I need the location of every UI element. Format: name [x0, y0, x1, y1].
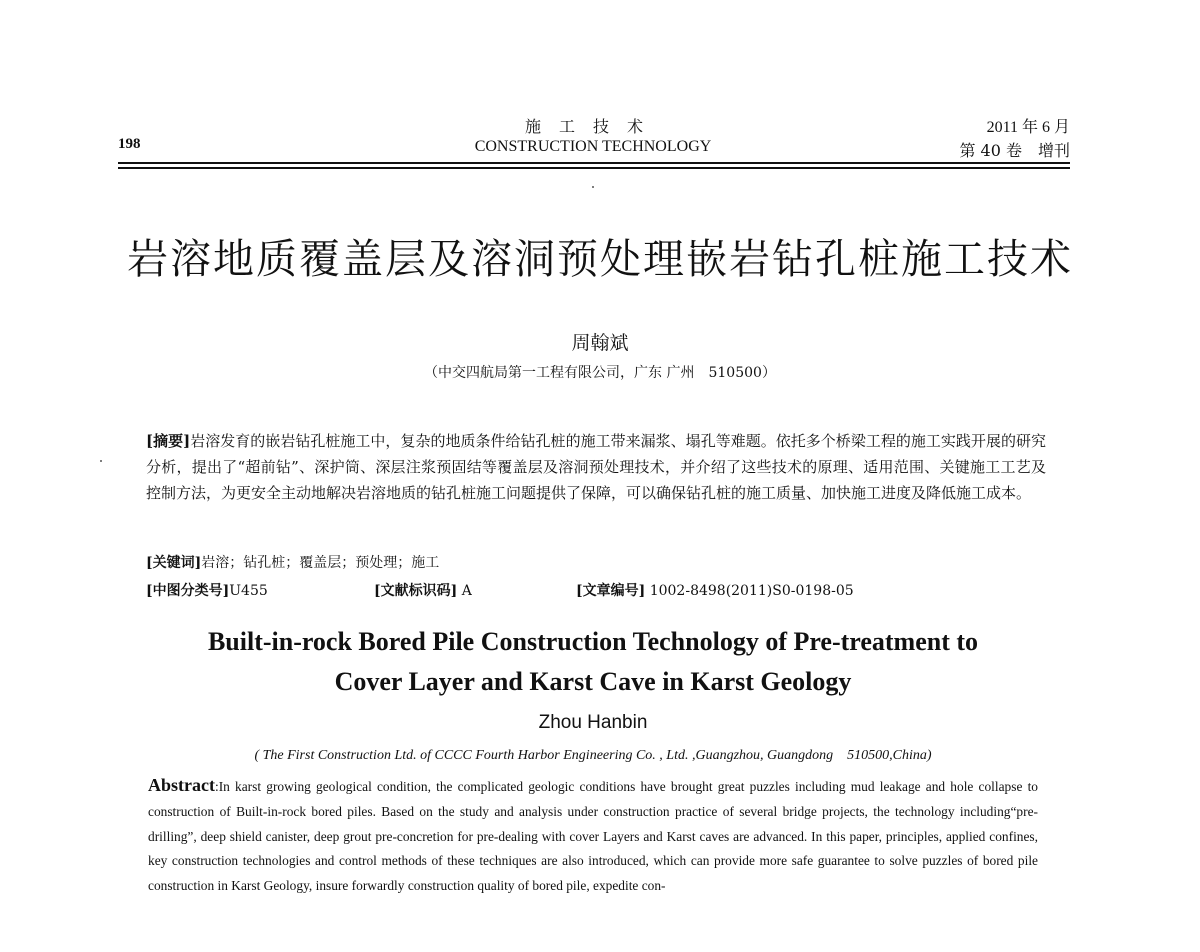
doc-code-group: [374, 580, 472, 600]
abstract-cn: [146, 428, 1046, 506]
clc-value: U455: [229, 583, 268, 599]
abstract-cn-text: 岩溶发育的嵌岩钻孔桩施工中，复杂的地质条件给钻孔桩的施工带来漏浆、塌孔等难题。依托多个桥梁工程的施工实践开展的研究分析，提出了“超前钻”、深护筒、深层注浆预固结等覆盖层及溶洞预处理技术，并介绍了这些技术的原理、适用范围、关键施工工艺及控制方法，为更安全主动地解决岩溶地质的钻孔桩施工问题提供了保障，可以确保钻孔桩的施工质量、加快施工进度及降低施工成本。: [146, 432, 1046, 502]
page-number: 198: [118, 136, 141, 152]
scan-speck: [100, 460, 102, 462]
article-no-group: [576, 580, 854, 600]
abstract-en-label: Abstract: [148, 775, 215, 795]
journal-title-cn: 施工技术: [524, 117, 661, 136]
issue-volume: 第 40 卷 增刊: [959, 141, 1070, 160]
author-name-en: Zhou Hanbin: [538, 712, 648, 733]
abstract-en: Abstract:In karst growing geological condition, the complicated geologic conditions have brought great puzzles including mud leakage and hole collapse to construction of Built-in-rock bored piles. Based on the study and analysis under construction practice of several bridge projects, the technology including“pre-drilling”, deep shield canister, deep grout pre-concretion for pre-dealing with cover Layers and Karst caves are advanced. In this paper, principles, applied confines, key construction technologies and control methods of these techniques are also introduced, which can provide more safe guarantee to solve puzzles of bored pile construction in Karst Geology, insure forwardly construction quality of bored pile, expedite con-: [148, 775, 1038, 894]
keywords-text: 岩溶；钻孔桩；覆盖层；预处理；施工: [201, 555, 440, 571]
affiliation-en: ( The First Construction Ltd. of CCCC Fourth Harbor Engineering Co. , Ltd. ,Guangzhou, Guangdong 510500,China): [254, 748, 932, 763]
clc-group: [146, 580, 268, 600]
doc-code-value: A: [461, 583, 472, 599]
scan-speck: [592, 186, 594, 188]
issue-date: 2011 年 6 月: [986, 119, 1070, 136]
header-rule-bottom: [118, 167, 1070, 169]
article-title-en-line2: Cover Layer and Karst Cave in Karst Geology: [334, 667, 852, 696]
article-no-value: 1002-8498(2011)S0-0198-05: [649, 583, 854, 599]
article-no-label: [文章编号]: [576, 583, 646, 599]
keywords-line: [146, 552, 439, 572]
doc-code-label: [文献标识码]: [374, 583, 458, 599]
journal-title-en: CONSTRUCTION TECHNOLOGY: [474, 138, 712, 155]
affiliation-cn: （中交四航局第一工程有限公司，广东 广州 510500）: [424, 365, 776, 381]
author-name-cn: 周翰斌: [571, 332, 629, 354]
clc-label: [中图分类号]: [146, 583, 230, 599]
article-title-en-line1: Built-in-rock Bored Pile Construction Technology of Pre-treatment to: [207, 627, 979, 656]
header-rule-top: [118, 162, 1070, 164]
article-title-cn: 岩溶地质覆盖层及溶洞预处理嵌岩钻孔桩施工技术: [127, 235, 1073, 283]
article-title-en: [0, 622, 1186, 702]
keywords-label: [关键词]: [146, 555, 202, 571]
abstract-cn-label: [摘要]: [146, 432, 191, 450]
abstract-en-text: In karst growing geological condition, the complicated geologic conditions have brought great puzzles including mud leakage and hole collapse to construction of Built-in-rock bored piles. Based on the study and analysis under construction practice of several bridge projects, the technology including“pre-drilling”, deep shield canister, deep grout pre-concretion for pre-dealing with cover Layers and Karst caves are advanced. In this paper, principles, applied confines, key construction technologies and control methods of these techniques are also introduced, which can provide more safe guarantee to solve puzzles of bored pile construction in Karst Geology, insure forwardly construction quality of bored pile, expedite con-: [148, 779, 1038, 894]
